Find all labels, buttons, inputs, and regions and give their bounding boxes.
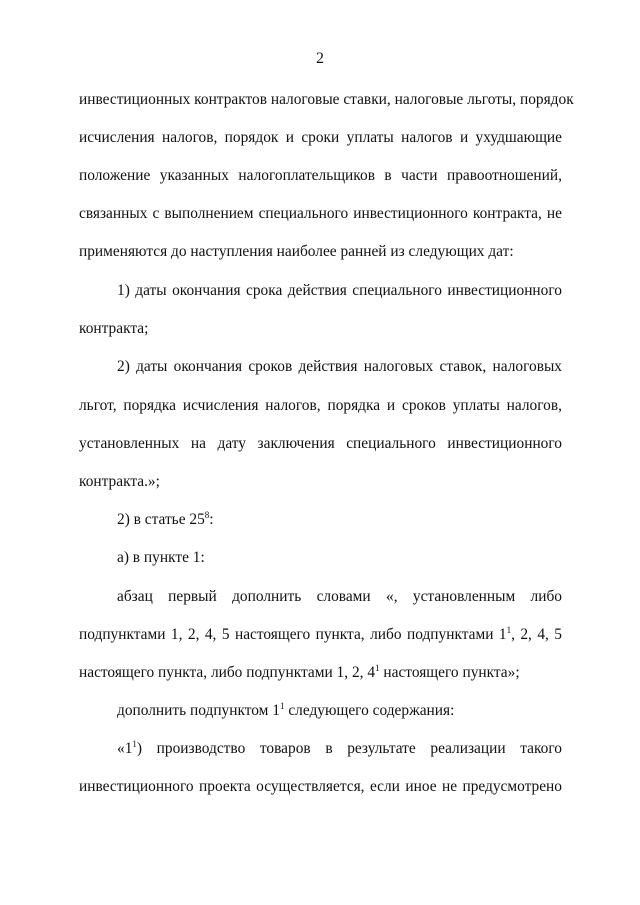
text-line: льгот, порядка исчисления налогов, порядка и сроков уплаты налогов, (79, 397, 562, 414)
text-fragment: «1 (117, 740, 133, 757)
text-fragment: дополнить подпунктом 1 (117, 702, 280, 719)
list-item-2: 2) даты окончания сроков действия налоговых ставок, налоговых (117, 358, 562, 375)
text-line: инвестиционных контрактов налоговые ставки, налоговые льготы, порядок (79, 91, 574, 108)
text-line (79, 663, 562, 683)
text-fragment: 2) в статье 25 (117, 511, 205, 528)
list-item-1: 1) даты окончания срока действия специального инвестиционного (117, 282, 562, 299)
text-fragment: , 2, 4, 5 (511, 626, 562, 643)
text-fragment: подпунктами 1, 2, 4, 5 настоящего пункта, либо подпунктами 1 (79, 626, 507, 643)
text-line: положение указанных налогоплательщиков в части правоотношений, (79, 167, 562, 184)
text-line: исчисления налогов, порядок и сроки уплаты налогов и ухудшающие (79, 129, 562, 146)
superscript: 1 (375, 663, 380, 673)
superscript: 8 (204, 510, 210, 520)
text-line: абзац первый дополнить словами «, установленным либо (117, 588, 562, 605)
text-line: контракта; (79, 320, 149, 337)
page-number: 2 (316, 50, 324, 67)
text-line: применяются до наступления наиболее ранней из следующих дат: (79, 243, 514, 260)
superscript: 1 (506, 625, 512, 635)
text-fragment: следующего содержания: (284, 702, 455, 719)
text-line (79, 625, 562, 645)
text-line (117, 701, 562, 721)
text-fragment: настоящего пункта, либо подпунктами 1, 2, 4 (79, 664, 376, 681)
text-line: связанных с выполнением специального инвестиционного контракта, не (79, 205, 562, 222)
text-fragment: ) производство товаров в результате реализации такого (136, 740, 562, 757)
text-line (117, 739, 562, 759)
article-item (117, 510, 562, 530)
superscript: 1 (132, 739, 137, 749)
superscript: 1 (279, 701, 285, 711)
text-line: инвестиционного проекта осуществляется, если иное не предусмотрено (79, 778, 562, 795)
text-fragment: настоящего пункта»; (379, 664, 520, 681)
subitem-a: а) в пункте 1: (117, 549, 205, 566)
text-fragment: : (209, 511, 214, 528)
text-line: установленных на дату заключения специального инвестиционного (79, 435, 562, 452)
text-line: контракта.»; (79, 473, 160, 490)
